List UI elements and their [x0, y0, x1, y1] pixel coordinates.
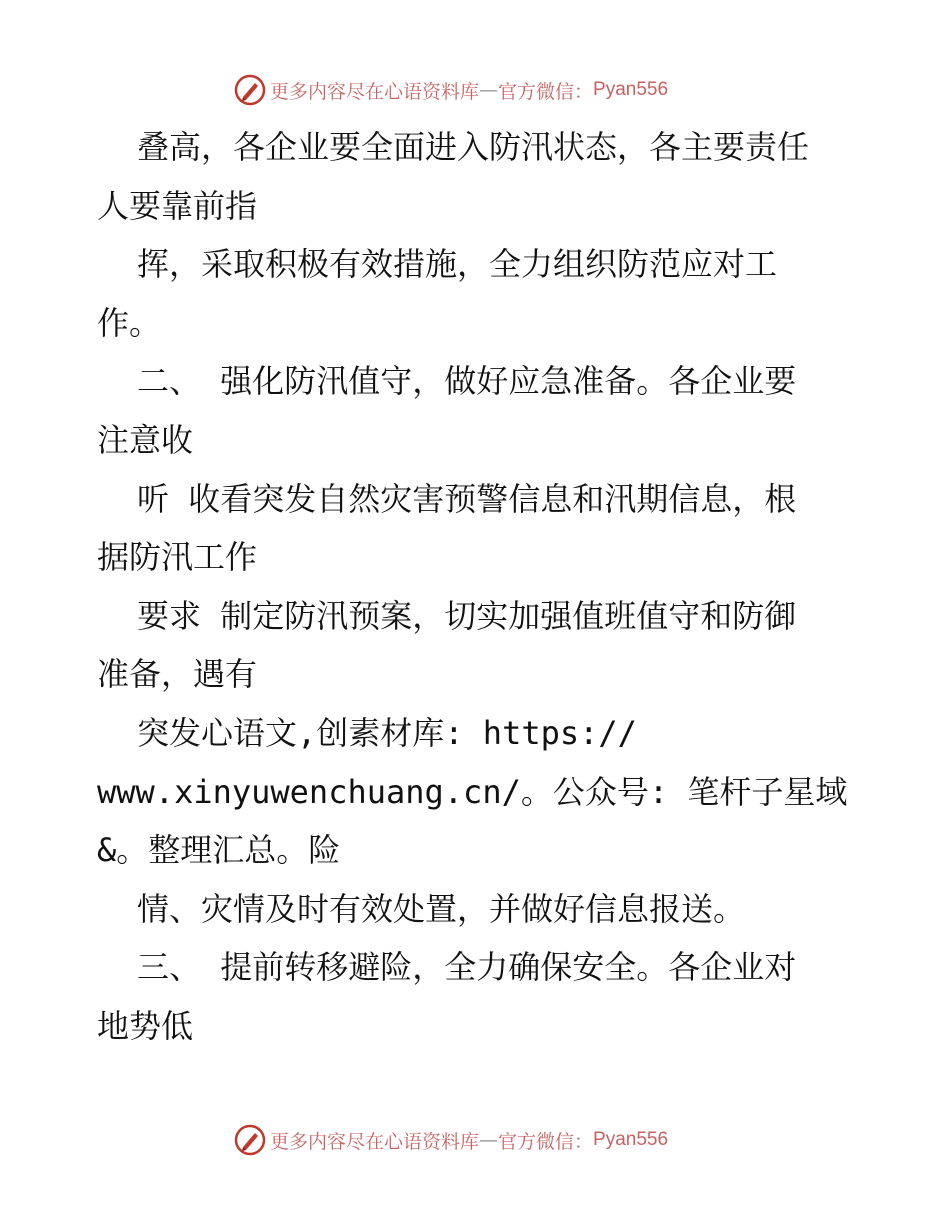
banner-wechat-label: 官方微信： [498, 80, 594, 103]
banner-site-text: 更多内容尽在心语资料库 [270, 80, 480, 103]
pen-logo-icon [234, 1124, 266, 1156]
banner-site-text: 更多内容尽在心语资料库 [270, 1130, 480, 1153]
header-banner [234, 72, 714, 108]
body-line: 突发心语文,创素材库: https:// [137, 713, 637, 752]
body-line: 三、 提前转移避险，全力确保安全。各企业对 [137, 948, 797, 987]
body-line: 据防汛工作 [97, 538, 258, 577]
body-line: 准备，遇有 [97, 655, 258, 694]
footer-banner [234, 1122, 714, 1158]
body-line: www.xinyuwenchuang.cn/。公众号: 笔杆子星域 [97, 772, 848, 811]
banner-separator: — [479, 1129, 499, 1151]
body-line: 二、 强化防汛值守，做好应急准备。各企业要 [137, 362, 797, 401]
body-line: 听 收看突发自然灾害预警信息和汛期信息，根 [137, 479, 797, 518]
pen-logo-icon [234, 74, 266, 106]
body-line: 地势低 [97, 1006, 194, 1045]
banner-separator: — [479, 79, 499, 101]
body-line: 要求 制定防汛预案，切实加强值班值守和防御 [137, 596, 797, 635]
body-line: 挥，采取积极有效措施，全力组织防范应对工 [137, 245, 778, 284]
banner-wechat-id: Pyan556 [593, 1129, 669, 1150]
document-body [97, 118, 857, 1056]
banner-wechat-label: 官方微信： [498, 1130, 594, 1153]
body-line: 作。 [97, 303, 162, 342]
body-line: 人要靠前指 [97, 186, 258, 225]
body-line: 情、灾情及时有效处置，并做好信息报送。 [137, 889, 746, 928]
banner-wechat-id: Pyan556 [593, 79, 669, 100]
body-line: &。整理汇总。险 [97, 831, 341, 870]
body-line: 注意收 [97, 420, 194, 459]
body-line: 叠高，各企业要全面进入防汛状态，各主要责任 [137, 128, 810, 166]
